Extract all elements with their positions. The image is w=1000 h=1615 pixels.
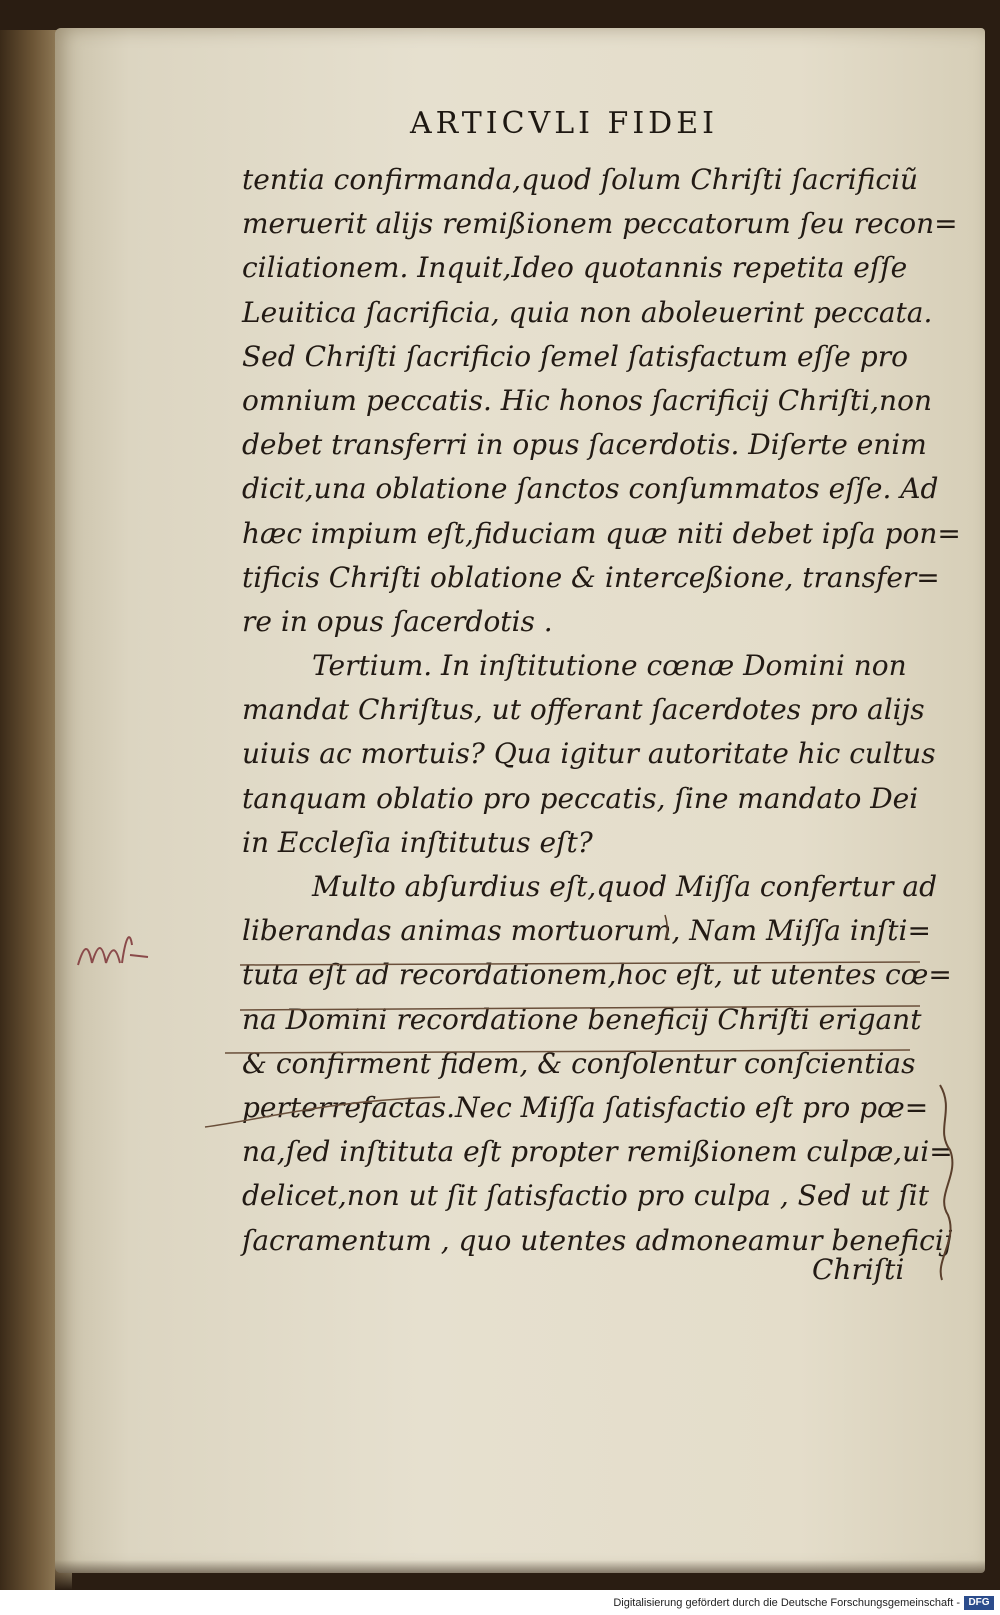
- text-line: mandat Chriſtus, ut offerant ſacerdotes pro alijs: [242, 693, 925, 727]
- text-line: & confirment fidem, & conſolentur conſcientias: [242, 1046, 916, 1080]
- running-head: ARTICVLI FIDEI: [410, 106, 718, 141]
- text-line: ſacramentum , quo utentes admoneamur beneficij: [242, 1223, 953, 1257]
- text-line: Tertium. In inſtitutione cœnæ Domini non: [312, 649, 907, 683]
- text-line: perterrefactas.Nec Miſſa ſatisfactio eſt pro pœ=: [242, 1090, 929, 1124]
- text-line: Multo abſurdius eſt,quod Miſſa confertur ad: [312, 870, 937, 903]
- text-line: ciliationem. Inquit,Ideo quotannis repetita eſſe: [242, 251, 908, 285]
- text-line: tentia confirmanda,quod ſolum Chriſti ſacrificiũ: [242, 163, 919, 196]
- text-line: tificis Chriſti oblatione & interceßione, transfer=: [242, 560, 940, 594]
- catchword: Chriſti: [812, 1253, 905, 1286]
- text-line: na,ſed inſtituta eſt propter remißionem culpæ,ui=: [242, 1135, 953, 1169]
- text-line: tanquam oblatio pro peccatis, ſine mandato Dei: [242, 781, 919, 815]
- text-line: Sed Chriſti ſacrificio ſemel ſatisfactum eſſe pro: [242, 339, 908, 373]
- text-line: in Eccleſia inſtitutus eſt?: [242, 825, 593, 859]
- text-line: tuta eſt ad recordationem,hoc eſt, ut utentes cœ=: [242, 958, 952, 992]
- text-line: re in opus ſacerdotis .: [242, 604, 553, 638]
- text-line: uiuis ac mortuis? Qua igitur autoritate hic cultus: [242, 737, 936, 771]
- footer-credit: Digitalisierung gefördert durch die Deutsche Forschungsgemeinschaft -: [613, 1597, 960, 1609]
- text-line: debet transferri in opus ſacerdotis. Diſerte enim: [242, 428, 927, 462]
- text-line: na Domini recordatione beneficij Chriſti erigant: [242, 1002, 922, 1036]
- text-line: dicit,una oblatione ſanctos conſummatos eſſe. Ad: [242, 472, 939, 506]
- text-line: delicet,non ut ſit ſatisfactio pro culpa , Sed ut ſit: [242, 1179, 930, 1213]
- text-line: liberandas animas mortuorum, Nam Miſſa inſti=: [242, 914, 931, 948]
- text-line: hæc impium eſt,fiduciam quæ niti debet ipſa pon=: [242, 516, 961, 550]
- dfg-logo: DFG: [964, 1596, 994, 1610]
- text-line: omnium peccatis. Hic honos ſacrificij Chriſti,non: [242, 383, 932, 417]
- text-line: meruerit alijs remißionem peccatorum ſeu recon=: [242, 207, 958, 241]
- text-line: Leuitica ſacrificia, quia non aboleuerint peccata.: [242, 295, 933, 329]
